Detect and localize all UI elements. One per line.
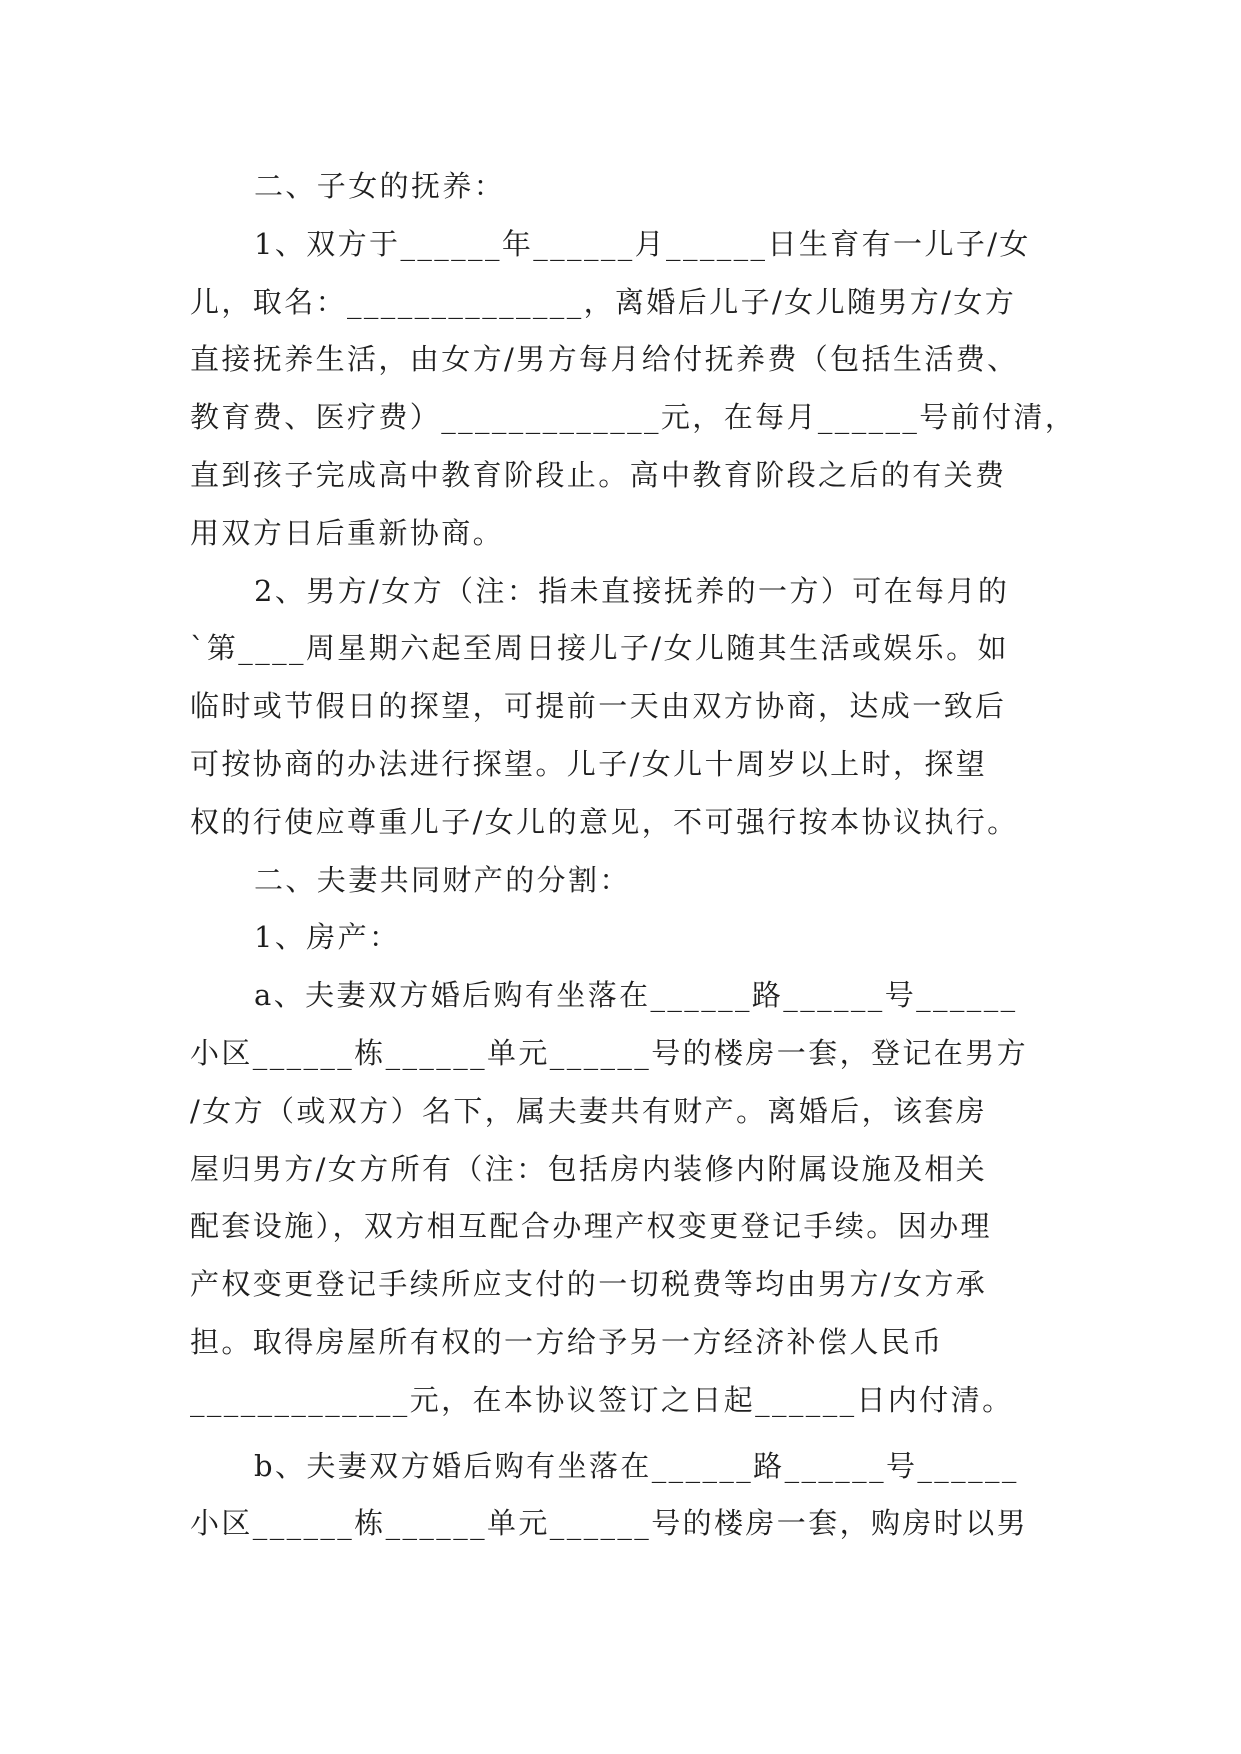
- text-line: 可按协商的办法进行探望。儿子/女儿十周岁以上时，探望: [190, 746, 988, 781]
- text-line: 1、双方于______年______月______日生育有一儿子/女: [254, 226, 1031, 261]
- document-body: [190, 158, 1077, 1553]
- text-line: 儿，取名：______________，离婚后儿子/女儿随男方/女方: [190, 284, 1017, 319]
- text-line: 担。取得房屋所有权的一方给予另一方经济补偿人民币: [190, 1324, 944, 1359]
- text-line: a、夫妻双方婚后购有坐落在______路______号______: [254, 978, 1018, 1013]
- text-line: 权的行使应尊重儿子/女儿的意见，不可强行按本协议执行。: [190, 804, 1019, 839]
- text-line: _____________元，在本协议签订之日起______日内付清。: [190, 1382, 1014, 1417]
- text-line: 用双方日后重新协商。: [190, 515, 505, 550]
- text-line: 直到孩子完成高中教育阶段止。高中教育阶段之后的有关费: [190, 457, 1007, 492]
- text-line: 产权变更登记手续所应支付的一切税费等均由男方/女方承: [190, 1267, 988, 1302]
- text-line: /女方（或双方）名下，属夫妻共有财产。离婚后，该套房: [190, 1093, 988, 1128]
- text-line: 屋归男方/女方所有（注：包括房内装修内附属设施及相关: [190, 1151, 988, 1186]
- section-heading-child-support: 二、子女的抚养：: [254, 169, 506, 203]
- text-line: 小区______栋______单元______号的楼房一套，登记在男方: [190, 1035, 1029, 1070]
- text-line: b、夫妻双方婚后购有坐落在______路______号______: [254, 1448, 1019, 1483]
- text-line: `第____周星期六起至周日接儿子/女儿随其生活或娱乐。如: [190, 631, 1009, 666]
- text-line: 配套设施），双方相互配合办理产权变更登记手续。因办理: [190, 1209, 992, 1244]
- text-line: 2、男方/女方（注：指未直接抚养的一方）可在每月的: [254, 573, 1010, 608]
- text-line: 临时或节假日的探望，可提前一天由双方协商，达成一致后: [190, 689, 1007, 724]
- text-line: 直接抚养生活，由女方/男方每月给付抚养费（包括生活费、: [190, 342, 1019, 377]
- text-line: 小区______栋______单元______号的楼房一套，购房时以男: [190, 1506, 1029, 1541]
- subsection-heading-real-estate: 1、房产：: [254, 920, 401, 955]
- text-line: 教育费、医疗费）_____________元，在每月______号前付清，: [190, 400, 1077, 435]
- section-heading-property-division: 二、夫妻共同财产的分割：: [254, 862, 631, 897]
